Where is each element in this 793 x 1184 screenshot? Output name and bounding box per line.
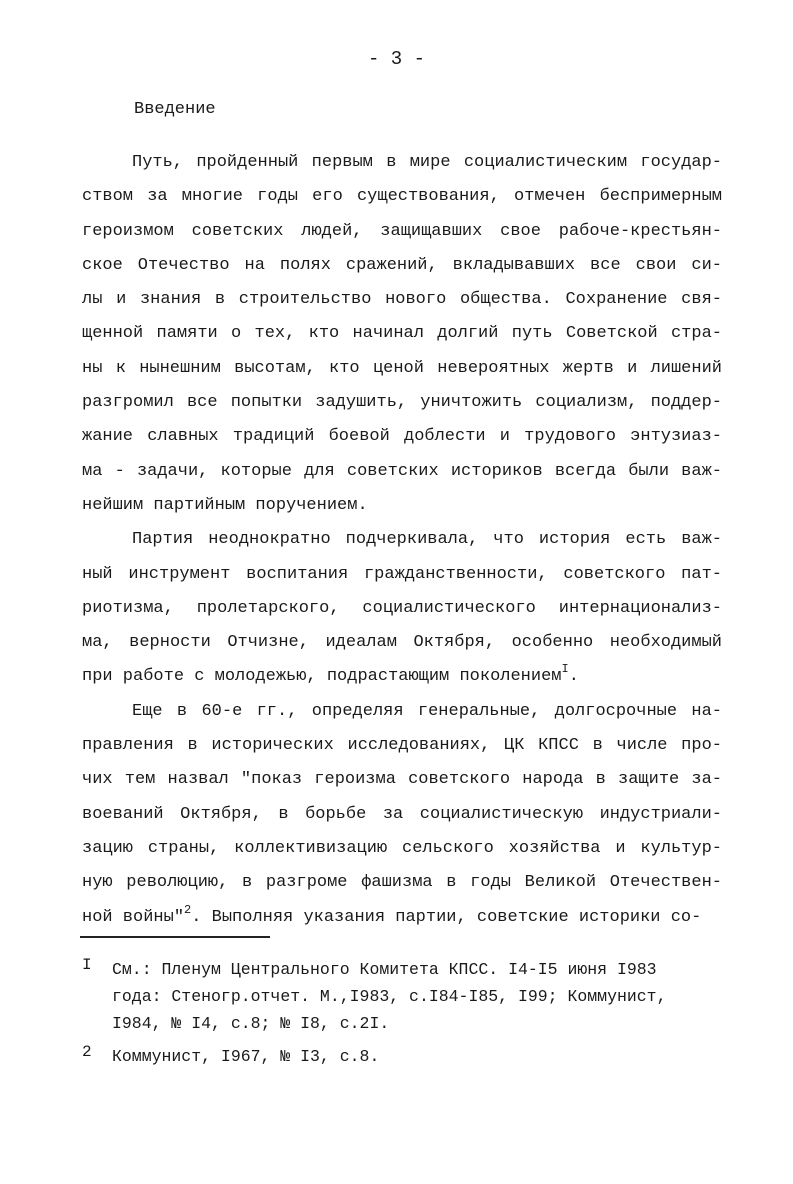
page-number: - 3 -: [367, 48, 425, 70]
text-line: [82, 901, 722, 935]
text-line: Путь, пройденный первым в мире социалистическим государ-: [132, 153, 722, 172]
text-line: Партия неоднократно подчеркивала, что история есть важ-: [132, 530, 722, 550]
text-line: воеваний Октября, в борьбе за социалистическую индустриали-: [82, 804, 722, 824]
text-line: зацию страны, коллективизацию сельского хозяйства и культур-: [82, 838, 722, 858]
footnote-mark: I: [82, 956, 92, 974]
text-line: ма, верности Отчизне, идеалам Октября, особенно необходимый: [82, 633, 722, 653]
text-line: ны к нынешним высотам, кто ценой невероятных жертв и лишений: [82, 358, 722, 378]
text-line: лы и знания в строительство нового общества. Сохранение свя-: [82, 290, 722, 310]
text-line: нейшим партийным поручением.: [82, 495, 368, 515]
footnote-line: I984, № I4, с.8; № I8, с.2I.: [112, 1014, 390, 1033]
footnote-ref-1: I: [561, 662, 569, 677]
footnote-2: [82, 1043, 722, 1070]
footnote-1: [82, 956, 722, 1037]
text-line: Еще в 60-е гг., определяя генеральные, долгосрочные на-: [132, 701, 722, 721]
text-line: риотизма, пролетарского, социалистического интернационализ-: [82, 598, 722, 618]
footnote-ref-2: 2: [184, 902, 192, 917]
text-line: щенной памяти о тех, кто начинал долгий путь Советской стра-: [82, 324, 722, 344]
footnote-line: года: Стеногр.отчет. М.,I983, с.I84-I85, I99; Коммунист,: [112, 987, 667, 1006]
text-fragment: .: [568, 667, 579, 687]
footnote-mark: 2: [82, 1043, 92, 1061]
footnote-line: См.: Пленум Центрального Комитета КПСС. I4-I5 июня I983: [112, 960, 657, 979]
footnote-separator: [80, 936, 270, 938]
text-line: героизмом советских людей, защищавших свое рабоче-крестьян-: [82, 221, 722, 241]
text-fragment: ной войны": [82, 907, 185, 927]
text-line: правления в исторических исследованиях, ЦК КПСС в числе про-: [82, 736, 722, 756]
text-line: жание славных традиций боевой доблести и трудового энтузиаз-: [82, 427, 722, 447]
footnote-line: Коммунист, I967, № I3, с.8.: [112, 1047, 380, 1066]
text-line: ный инструмент воспитания гражданственности, советского пат-: [82, 564, 722, 584]
text-line: [82, 660, 722, 694]
text-fragment: при работе с молодежью, подрастающим поколением: [82, 667, 562, 687]
text-line: ма - задачи, которые для советских историков всегда были важ-: [82, 461, 722, 481]
text-line: чих тем назвал "показ героизма советского народа в защите за-: [82, 770, 722, 790]
section-heading: Введение: [134, 100, 216, 119]
text-line: ную революцию, в разгроме фашизма в годы Великой Отечествен-: [82, 873, 722, 893]
footnotes: [82, 956, 722, 1076]
text-fragment: . Выполняя указания партии, советские историки со-: [191, 907, 702, 927]
text-line: разгромил все попытки задушить, уничтожить социализм, поддер-: [82, 393, 722, 413]
text-line: ское Отечество на полях сражений, вкладывавших все свои си-: [82, 255, 722, 275]
text-line: ством за многие годы его существования, отмечен беспримерным: [82, 187, 722, 207]
main-text: [82, 146, 722, 935]
